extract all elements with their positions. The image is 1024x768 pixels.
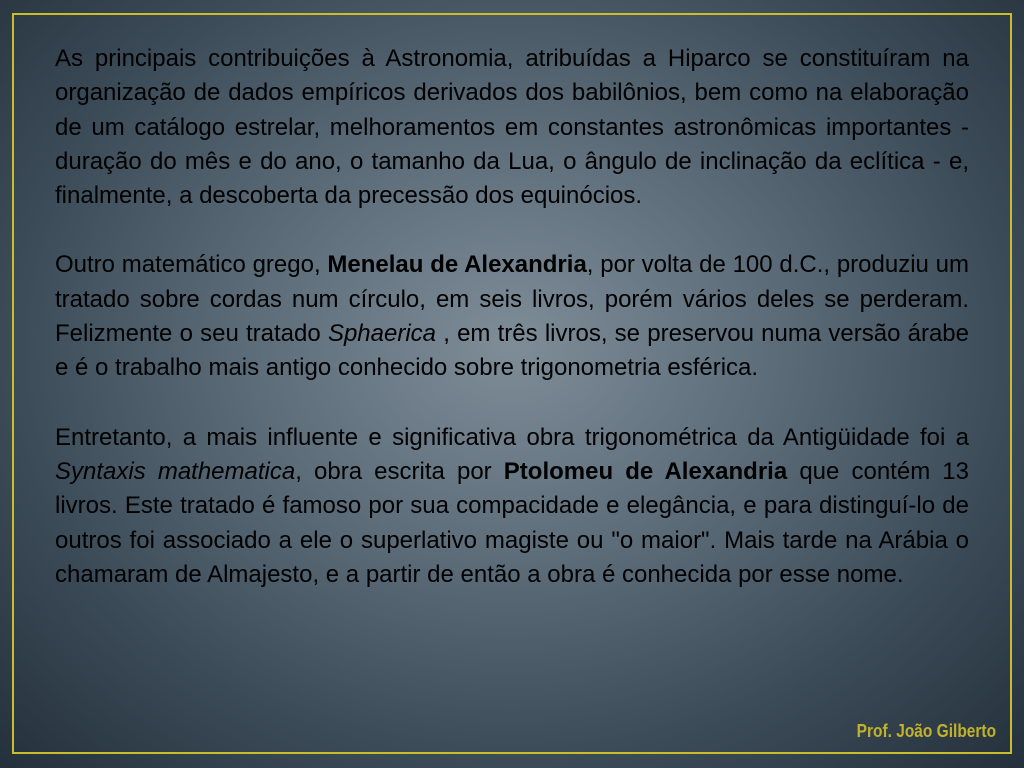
- author-footer: Prof. João Gilberto: [856, 721, 996, 741]
- name-ptolomeu: Ptolomeu de Alexandria: [503, 457, 788, 485]
- paragraph-text: Outro matemático grego,: [55, 251, 328, 279]
- paragraph-ptolomeu: [55, 421, 969, 592]
- paragraph-text: As principais contribuições à Astronomia, atribuídas a Hiparco se constituíram na organização de dados empíricos derivados dos babilônios, bem como na elaboração de um catálogo estrelar, melhoramentos em constantes astronômicas importantes - duração do mês e do ano, o tamanho da Lua, o ângulo de inclinação da eclítica - e, finalmente, a descoberta da precessão dos equinócios.: [55, 45, 969, 210]
- paragraph-text: , obra escrita por: [295, 457, 504, 485]
- paragraph-menelau: [55, 248, 969, 385]
- title-sphaerica: Sphaerica: [327, 320, 437, 348]
- paragraph-text: Entretanto, a mais influente e significativa obra trigonométrica da Antigüidade foi a: [55, 423, 969, 451]
- slide-body: [55, 42, 969, 592]
- paragraph-text: que contém 13 livros. Este tratado é famoso por sua compacidade e elegância, e para distinguí-lo de outros foi associado a ele o superlativo magiste ou "o maior". Mais tarde na Arábia o chamaram de Almajesto, e a partir de então a obra é conhecida por esse nome.: [55, 457, 970, 588]
- title-syntaxis: Syntaxis mathematica: [55, 457, 296, 485]
- paragraph-text: , por volta de 100 d.C., produziu um tratado sobre cordas num círculo, em seis livros, porém vários deles se perderam. Felizmente o seu tratado: [55, 251, 969, 348]
- paragraph-text: , em três livros, se preservou numa versão árabe e é o trabalho mais antigo conhecido sobre trigonometria esférica.: [55, 320, 969, 382]
- name-menelau: Menelau de Alexandria: [327, 251, 587, 279]
- paragraph-hiparco: [55, 42, 969, 213]
